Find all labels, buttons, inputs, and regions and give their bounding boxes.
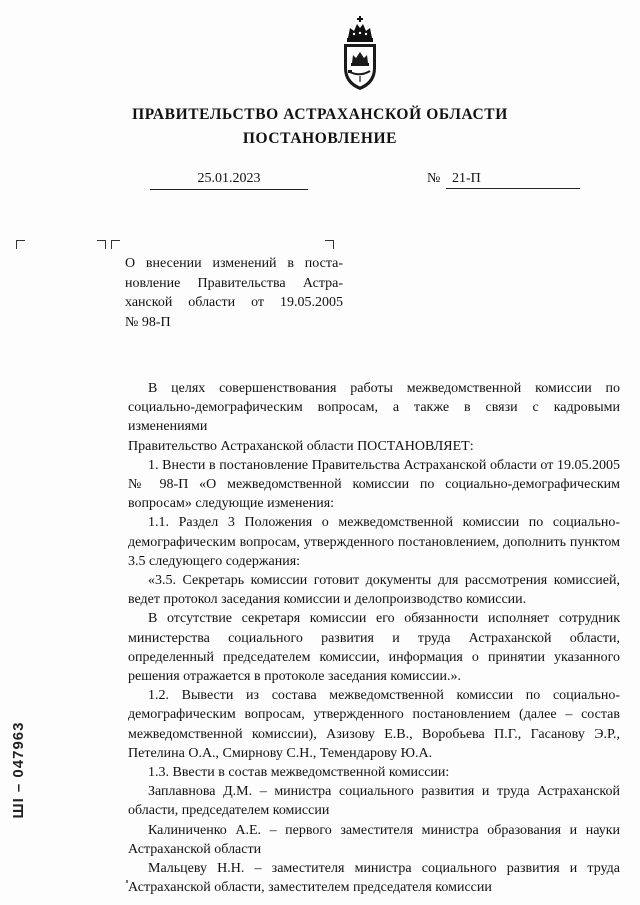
paragraph-member: Калиниченко А.Е. – первого заместителя министра образования и науки Астраханской области: [128, 822, 620, 857]
paragraph-quote-continuation: В отсутствие секретаря комиссии его обязанности исполняет сотрудник министерства социального развития и труда Астраханской области, определенный председателем комиссии, информация о принятии указанного решения отражается в протоколе заседания комиссии.».: [128, 611, 620, 685]
document-subject: [125, 254, 343, 332]
document-body: [128, 379, 620, 897]
government-title: ПРАВИТЕЛЬСТВО АСТРАХАНСКОЙ ОБЛАСТИ: [132, 106, 508, 123]
corner-mark-subject-right: [325, 240, 334, 249]
document-type-title: ПОСТАНОВЛЕНИЕ: [242, 130, 398, 147]
number-sign: №: [427, 171, 441, 186]
subject-line: О внесении изменений в поста-: [125, 256, 343, 271]
corner-mark-left: [16, 240, 25, 249]
subject-line: новление Правительства Астра-: [125, 275, 343, 291]
form-serial-number: ШI – 047963: [10, 721, 27, 819]
paragraph-item-1-2: 1.2. Вывести из состава межведомственной комиссии по социально-демографическим вопросам, утвержденного постановлением (далее – состав межведомственной комиссии), Азизову Е.В., Воробьева П.Г., Гасанову Э.Р., Петелина О.А., Смирнову С.Н., Темендарову Ю.А.: [128, 688, 620, 761]
paragraph-item-1-3: 1.3. Ввести в состав межведомственной комиссии:: [148, 765, 450, 781]
paragraph-quote-3-5: «3.5. Секретарь комиссии готовит документы для рассмотрения комиссией, ведет протокол заседания комиссии и делопроизводство комиссии.: [128, 573, 620, 608]
paragraph-member: Мальцеву Н.Н. – заместителя министра социального развития и труда Астраханской области, заместителем председателя комиссии: [128, 861, 620, 896]
document-date: 25.01.2023: [150, 171, 308, 190]
subject-line: ханской области от 19.05.2005: [125, 295, 343, 310]
paragraph-item-1-1: 1.1. Раздел 3 Положения о межведомственной комиссии по социально-демографическим вопросам, утвержденного постановлением, дополнить пунктом 3.5 следующего содержания:: [128, 515, 620, 569]
corner-mark-subject-left-b: [111, 240, 120, 249]
paragraph-preamble: В целях совершенствования работы межведомственной комиссии по социально-демографическим вопросам, а также в связи с кадровыми изменениями: [128, 381, 620, 435]
document-number: 21-П: [446, 171, 580, 189]
paragraph-member: Заплавнова Д.М. – министра социального развития и труда Астраханской области, председателем комиссии: [128, 784, 620, 819]
subject-line: № 98-П: [125, 314, 171, 330]
coat-of-arms-emblem: [339, 16, 381, 92]
paragraph-resolves: Правительство Астраханской области ПОСТАНОВЛЯЕТ:: [128, 438, 474, 454]
scan-speck: [126, 880, 128, 883]
paragraph-item-1: 1. Внести в постановление Правительства Астраханской области от 19.05.2005 № 98-П «О межведомственной комиссии по социально-демографическим вопросам» следующие изменения:: [128, 457, 620, 512]
corner-mark-subject-left-a: [97, 240, 106, 249]
